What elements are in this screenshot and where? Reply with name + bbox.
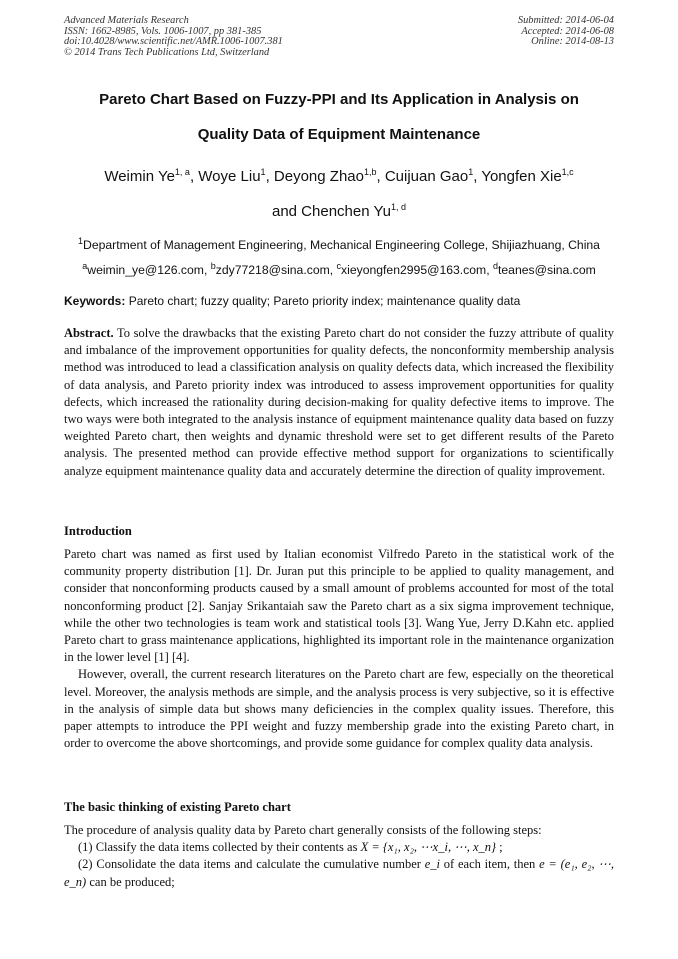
author-sup: 1 (260, 167, 266, 177)
email-sup: d (493, 260, 499, 271)
email-list (20, 260, 658, 277)
email-sup: a (82, 260, 88, 271)
step-text: ; (499, 840, 503, 855)
email-link[interactable]: zdy77218@sina.com, (215, 263, 334, 277)
author-sup: 1 (468, 167, 474, 177)
abstract-text: To solve the drawbacks that the existing Pareto chart do not consider the fuzzy attribute of quality and imbalance of the improvement opportunities for quality defects, the nonconformity membership analysis method was introduced to lead a classification analysis on quality defects data, which increased the flexibility of data analysis, and Pareto priority index was introduced to assess improvement opportunities for quality defects, which increased the rationality during decision-making for quality defective items to improve. The two ways were both integrated to the analysis instance of equipment maintenance quality data based on fuzzy weighted Pareto chart, then weights and dynamic threshold were set to get different results of the Pareto analysis. The presented method can provide effective method support for organizations to scientifically analyze equipment maintenance quality data and accurately determine the direction of quality improvement. (64, 326, 614, 478)
author-sup: 1,b (363, 167, 377, 177)
email-sup: c (336, 260, 342, 271)
email-link[interactable]: xieyongfen2995@163.com, (341, 263, 490, 277)
math-expression: e_i (424, 857, 440, 872)
paragraph: Pareto chart was named as first used by Italian economist Vilfredo Pareto in the statistical work of the community property distribution [1]. Dr. Juran put this principle to be applied to quality management, and consider that nonconforming products caused by a small amount of problems accounted for most of the total nonconforming product [2]. Sanjay Srikantaiah saw the Pareto chart as a six sigma improvement technique, while the other two technologies is team work and statistical tools [3]. Wang Yue, Jerry D.Kahn etc. applied Pareto chart to grass maintenance applications, highlighted its important role in the maintenance organization in the lower level [1] [4]. (64, 547, 614, 665)
abstract (64, 325, 614, 480)
affiliation-text: Department of Management Engineering, Mechanical Engineering College, Shijiazhuang, China (83, 238, 600, 252)
paragraph: The procedure of analysis quality data by Pareto chart generally consists of the following steps: (64, 823, 542, 837)
keywords (64, 294, 614, 308)
author-name: and Chenchen Yu (271, 203, 391, 220)
step-text: (1) Classify the data items collected by their contents as (78, 840, 358, 855)
header-left (64, 16, 283, 58)
online-date: Online: 2014-08-13 (531, 36, 614, 47)
keywords-label: Keywords: (64, 294, 126, 308)
keywords-text: Pareto chart; fuzzy quality; Pareto priority index; maintenance quality data (128, 294, 521, 308)
author-sup: 1,c (561, 167, 574, 177)
author-name: Weimin Ye (104, 168, 175, 185)
author-name: Woye Liu (198, 168, 261, 185)
email-link[interactable]: teanes@sina.com (498, 263, 596, 277)
copyright: © 2014 Trans Tech Publications Ltd, Switzerland (64, 46, 270, 58)
step-2 (64, 856, 614, 890)
abstract-label: Abstract. (64, 326, 114, 340)
section-heading-introduction: Introduction (64, 524, 132, 538)
issn: ISSN: 1662-8985, Vols. 1006-1007, pp 381-385 (64, 25, 262, 37)
accepted-date: Accepted: 2014-06-08 (521, 25, 614, 37)
affiliation-sup: 1 (78, 235, 84, 246)
section-heading-basic-thinking: The basic thinking of existing Pareto chart (64, 800, 291, 814)
header-right (518, 16, 614, 48)
author-name: Yongfen Xie (481, 168, 562, 185)
introduction-body (64, 546, 614, 752)
step-text: can be produced; (89, 874, 175, 889)
title-line-1: Pareto Chart Based on Fuzzy-PPI and Its Application in Analysis on (99, 91, 579, 108)
math-expression: e = (e₁, e₂, ⋯, e_n) (64, 857, 615, 889)
step-text: (2) Consolidate the data items and calculate the cumulative number (78, 857, 421, 872)
step-text: of each item, then (443, 857, 536, 872)
author-sup: 1, d (390, 202, 406, 212)
step-1 (64, 839, 614, 856)
author-sup: 1, a (174, 167, 190, 177)
paragraph: However, overall, the current research literatures on the Pareto chart are few, especially on the theoretical level. Moreover, the analysis methods are simple, and the analysis process is very subjective, so it is effective in the analysis of simple data but shows many deficiencies in the complex quality issues. Therefore, this paper attempts to introduce the PPI weight and fuzzy membership grade into the existing Pareto chart, in order to overcome the above shortcomings, and provide some guidance for complex quality data analysis. (64, 667, 614, 751)
journal-name: Advanced Materials Research (64, 15, 189, 26)
author-list-2 (30, 203, 648, 220)
email-sup: b (210, 260, 216, 271)
doi: doi:10.4028/www.scientific.net/AMR.1006-1007.381 (64, 36, 283, 47)
affiliation (20, 235, 658, 252)
email-link[interactable]: weimin_ye@126.com, (87, 263, 208, 277)
author-name: Deyong Zhao (273, 168, 364, 185)
author-list: Weimin Ye$^{1, a}$, Woye Liu$^1$, Deyong Zhao$^{1,b}$, Cuijuan Gao$^1$, Yongfen Xie$^{1,c}$ (104, 167, 574, 185)
math-expression: X = {x₁, x₂, ⋯x_i, ⋯, x_n} (360, 840, 496, 855)
author-name: Cuijuan Gao (384, 168, 469, 185)
basic-thinking-body (64, 822, 614, 891)
title-line-2: Quality Data of Equipment Maintenance (197, 126, 481, 143)
submitted-date: Submitted: 2014-06-04 (517, 15, 614, 26)
